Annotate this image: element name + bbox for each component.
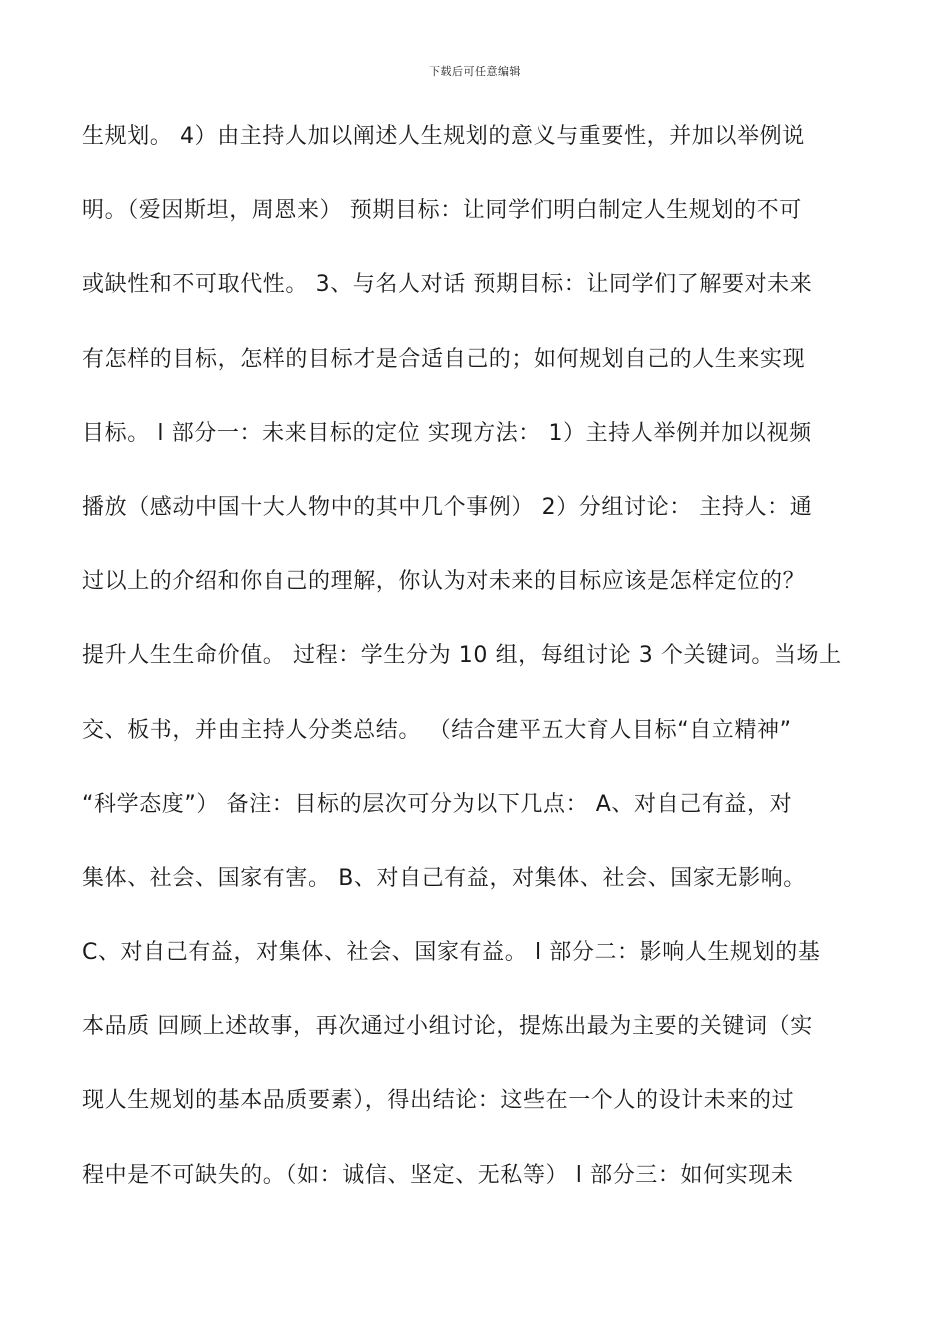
text-line: C、对自己有益，对集体、社会、国家有益。 l 部分二：影响人生规划的基 [82,940,821,966]
text-line: 程中是不可缺失的。（如：诚信、坚定、无私等） l 部分三：如何实现未 [82,1162,794,1188]
text-line: 明。（爱因斯坦，周恩来） 预期目标：让同学们明白制定人生规划的不可 [82,198,802,224]
text-line: 集体、社会、国家有害。 B、对自己有益，对集体、社会、国家无影响。 [82,865,806,891]
text-line: “科学态度”） 备注：目标的层次可分为以下几点： A、对自己有益，对 [82,791,793,817]
body-text [82,112,872,1225]
text-line: 或缺性和不可取代性。 3、与名人对话 预期目标：让同学们了解要对未来 [82,272,813,298]
text-line: 目标。 l 部分一：未来目标的定位 实现方法： 1）主持人举例并加以视频 [82,420,812,446]
text-line: 现人生规划的基本品质要素），得出结论：这些在一个人的设计未来的过 [82,1088,795,1114]
text-line: 本品质 回顾上述故事，再次通过小组讨论，提炼出最为主要的关键词（实 [82,1014,813,1040]
page-header: 下载后可任意编辑 [429,65,521,78]
text-line: 交、板书，并由主持人分类总结。 （结合建平五大育人目标“自立精神” [82,717,792,743]
text-line: 提升人生生命价值。 过程：学生分为 10 组，每组讨论 3 个关键词。当场上 [82,643,842,669]
text-line: 有怎样的目标，怎样的目标才是合适自己的；如何规划自己的人生来实现 [82,346,806,372]
text-line: 过以上的介绍和你自己的理解，你认为对未来的目标应该是怎样定位的？ [82,569,806,595]
text-line: 播放（感动中国十大人物中的其中几个事例） 2）分组讨论： 主持人：通 [82,494,813,520]
text-line: 生规划。 4）由主持人加以阐述人生规划的意义与重要性，并加以举例说 [82,124,805,149]
